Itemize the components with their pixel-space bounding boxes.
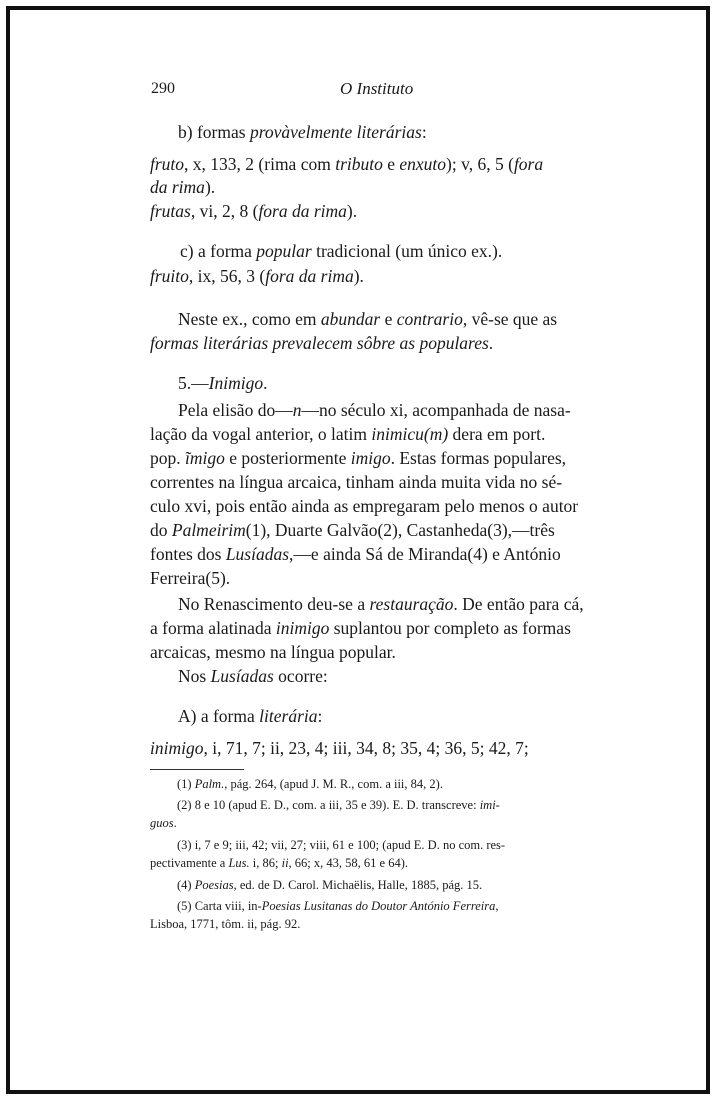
footnote-3: (3) i, 7 e 9; iii, 42; vii, 27; viii, 61 e 100; (apud E. D. no com. res-	[177, 838, 506, 852]
footnote-2: (2) 8 e 10 (apud E. D., com. a iii, 35 e 39). E. D. transcreve: imi-	[177, 798, 500, 812]
footnote-5: (5) Carta viii, in-Poesias Lusitanas do Doutor António Ferreira,	[177, 899, 499, 913]
body-line: inimigo, i, 71, 7; ii, 23, 4; iii, 34, 8; 35, 4; 36, 5; 42, 7;	[150, 738, 529, 758]
body-line: A) a forma literária:	[178, 706, 323, 726]
body-line: No Renascimento deu-se a restauração. De então para cá,	[178, 594, 584, 614]
body-line: do Palmeirim(1), Duarte Galvão(2), Castanheda(3),—três	[150, 520, 555, 540]
section-heading: 5.—Inimigo.	[178, 373, 268, 393]
body-line: culo xvi, pois então ainda as empregaram pelo menos o autor	[150, 496, 579, 516]
body-line: Ferreira(5).	[150, 568, 231, 588]
page-number: 290	[151, 80, 175, 97]
body-line: fontes dos Lusíadas,—e ainda Sá de Miranda(4) e António	[150, 544, 561, 564]
body-line: fruto, x, 133, 2 (rima com tributo e enxuto); v, 6, 5 (fora	[150, 154, 544, 174]
running-title: O Instituto	[340, 79, 414, 98]
body-line: correntes na língua arcaica, tinham ainda muita vida no sé-	[150, 472, 563, 492]
footnote-2-cont: guos.	[150, 816, 177, 830]
body-line: da rima).	[150, 177, 216, 197]
body-line: formas literárias prevalecem sôbre as populares.	[150, 333, 494, 353]
footnote-3-cont: pectivamente a Lus. i, 86; ii, 66; x, 43, 58, 61 e 64).	[150, 856, 408, 870]
body-line: b) formas provàvelmente literárias:	[178, 122, 427, 142]
footnote-rule	[150, 769, 244, 770]
body-line: lação da vogal anterior, o latim inimicu(m) dera em port.	[150, 424, 546, 444]
body-line: Nos Lusíadas ocorre:	[178, 666, 328, 686]
body-line: frutas, vi, 2, 8 (fora da rima).	[150, 201, 358, 221]
body-line: a forma alatinada inimigo suplantou por completo as formas	[150, 618, 571, 638]
body-line: Neste ex., como em abundar e contrario, vê-se que as	[178, 309, 558, 329]
footnote-5-cont: Lisboa, 1771, tôm. ii, pág. 92.	[150, 917, 301, 931]
body-line: pop. ĩmigo e posteriormente imigo. Estas formas populares,	[150, 448, 567, 468]
body-line: c) a forma popular tradicional (um único ex.).	[180, 241, 503, 261]
footnote-4: (4) Poesias, ed. de D. Carol. Michaëlis, Halle, 1885, pág. 15.	[177, 878, 483, 892]
footnote-1: (1) Palm., pág. 264, (apud J. M. R., com. a iii, 84, 2).	[177, 777, 443, 791]
body-line: Pela elisão do—n—no século xi, acompanhada de nasa-	[178, 400, 571, 420]
body-line: fruito, ix, 56, 3 (fora da rima).	[150, 266, 364, 286]
body-line: arcaicas, mesmo na língua popular.	[150, 642, 396, 662]
